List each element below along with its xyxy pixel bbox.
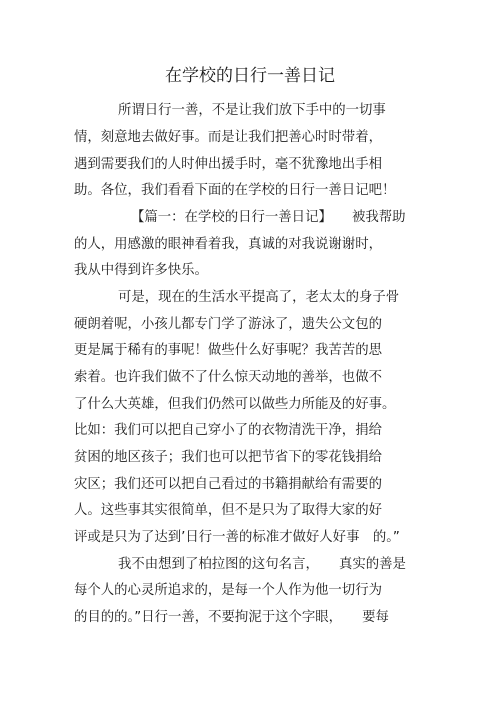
paragraph-line: 我从中得到许多快乐。 [74, 263, 208, 278]
paragraph-line: 索着。也许我们做不了什么惊天动地的善举，也做不 [74, 370, 382, 385]
paragraph-line: 遇到需要我们的人时伸出援手时，毫不犹豫地出手相 [74, 157, 382, 172]
paragraph-line: 更是属于稀有的事呢！做些什么好事呢？我苦苦的思 [74, 343, 382, 358]
paragraph-line: 可是，现在的生活水平提高了，老太太的身子骨 [118, 290, 400, 305]
paragraph-line: 所谓日行一善，不是让我们放下手中的一切事 [118, 103, 386, 118]
paragraph-line: 评或是只为了达到’日行一善的标准才做好人好事 的。” [74, 530, 400, 545]
paragraph-line: 了什么大英雄，但我们仍然可以做些力所能及的好事。 [74, 397, 396, 412]
paragraph-line: 灾区；我们还可以把自己看过的书籍捐献给有需要的 [74, 477, 382, 492]
paragraph-line: 的目的的。”日行一善，不要拘泥于这个字眼， 要每 [74, 610, 389, 625]
paragraph-line: 我不由想到了柏拉图的这句名言， 真实的善是 [118, 557, 406, 572]
paragraph-line: 人。这些事其实很简单，但不是只为了取得大家的好 [74, 503, 382, 518]
paragraph-line: 硬朗着呢，小孩儿都专门学了游泳了，遗失公文包的 [74, 317, 382, 332]
paragraph-line: 贫困的地区孩子；我们也可以把节省下的零花钱捐给 [74, 450, 382, 465]
paragraph-line: 的人，用感激的眼神看着我，真诚的对我说谢谢时， [74, 237, 382, 252]
paragraph-line: 比如：我们可以把自己穿小了的衣物清洗干净，捐给 [74, 423, 382, 438]
paragraph-line: 【篇一：在学校的日行一善日记】 被我帮助 [131, 210, 406, 225]
paragraph-line: 情，刻意地去做好事。而是让我们把善心时时带着， [74, 130, 382, 145]
paragraph-line: 助。各位，我们看看下面的在学校的日行一善日记吧！ [74, 183, 396, 198]
paragraph-line: 每个人的心灵所追求的，是每一个人作为他一切行为 [74, 583, 382, 598]
document-title: 在学校的日行一善日记 [165, 66, 335, 86]
